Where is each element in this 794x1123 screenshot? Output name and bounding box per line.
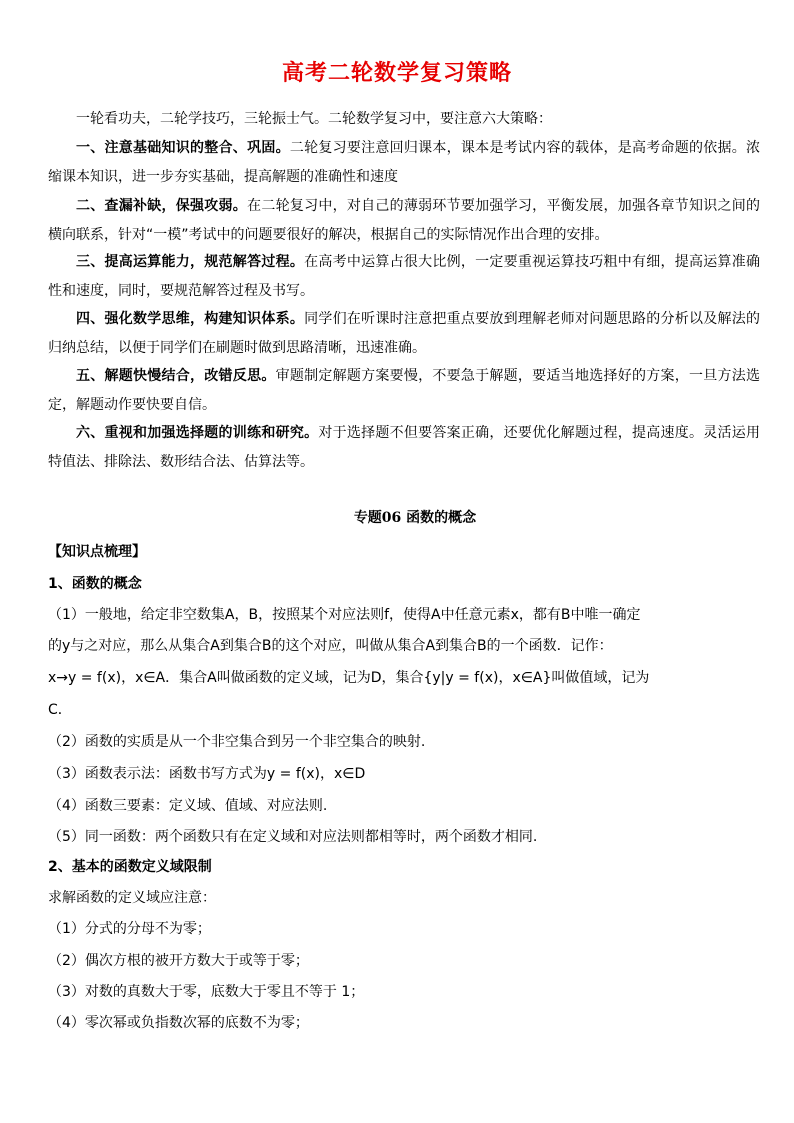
strategy-5: [48, 362, 760, 420]
section-1-heading: 1、函数的概念: [48, 576, 142, 592]
strategy-6: [48, 419, 760, 477]
strategy-body: 对于选择题不但要答案正确，还要优化解题过程，提高速度。灵活运用特值法、排除法、数形结合法、估算法等。: [48, 425, 761, 470]
strategy-heading: 六、重视和加强选择题的训练和研究。: [76, 425, 319, 441]
strategy-heading: 一、注意基础知识的整合、巩固。: [76, 140, 290, 156]
section-2-heading: 2、基本的函数定义域限制: [48, 859, 212, 875]
concept-line-1: （1）一般地，给定非空数集A，B，按照某个对应法则f，使得A中任意元素x，都有B中唯一确定: [48, 607, 641, 623]
page-title: 高考二轮数学复习策略: [281, 61, 512, 86]
strategy-1: [48, 134, 760, 192]
concept-line-3: x→y = f(x)，x∈A．集合A叫做函数的定义域，记为D，集合{y|y = f(x)，x∈A}叫做值域，记为: [48, 670, 650, 686]
strategy-heading: 二、查漏补缺，保强攻弱。: [76, 198, 248, 214]
concept-item-2: （2）函数的实质是从一个非空集合到另一个非空集合的映射.: [48, 734, 426, 750]
strategy-body: 二轮复习要注意回归课本，课本是考试内容的载体，是高考命题的依据。浓缩课本知识，进一步夯实基础，提高解题的准确性和速度: [48, 140, 761, 185]
intro-paragraph: 一轮看功夫，二轮学技巧，三轮振士气。二轮数学复习中，要注意六大策略：: [76, 111, 552, 127]
domain-rule-4: （4）零次幂或负指数次幂的底数不为零；: [48, 1015, 309, 1031]
strategy-body: 在高考中运算占很大比例，一定要重视运算技巧粗中有细，提高运算准确性和速度，同时，要规范解答过程及书写。: [48, 254, 761, 299]
topic-title: 专题06 函数的概念: [353, 510, 477, 526]
strategy-3: [48, 248, 760, 306]
strategy-4: [48, 305, 760, 363]
concept-line-2: 的y与之对应，那么从集合A到集合B的这个对应，叫做从集合A到集合B的一个函数．记作：: [48, 638, 613, 654]
strategy-heading: 三、提高运算能力，规范解答过程。: [76, 254, 305, 270]
domain-intro: 求解函数的定义域应注意：: [48, 890, 216, 906]
strategy-2: [48, 192, 760, 250]
domain-rule-1: （1）分式的分母不为零；: [48, 921, 211, 937]
strategy-body: 审题制定解题方案要慢，不要急于解题，要适当地选择好的方案，一旦方法选定，解题动作要快要自信。: [48, 368, 761, 413]
concept-item-5: （5）同一函数：两个函数只有在定义域和对应法则都相等时，两个函数才相同.: [48, 829, 538, 845]
concept-item-4: （4）函数三要素：定义域、值域、对应法则.: [48, 798, 328, 814]
domain-rule-3: （3）对数的真数大于零，底数大于零且不等于 1；: [48, 984, 365, 1000]
domain-rule-2: （2）偶次方根的被开方数大于或等于零；: [48, 953, 309, 969]
strategy-body: 在二轮复习中，对自己的薄弱环节要加强学习，平衡发展，加强各章节知识之间的横向联系，针对“一模”考试中的问题要很好的解决，根据自己的实际情况作出合理的安排。: [48, 198, 761, 243]
concept-line-4: C．: [48, 702, 72, 718]
strategy-heading: 四、强化数学思维，构建知识体系。: [76, 311, 305, 327]
strategy-body: 同学们在听课时注意把重点要放到理解老师对问题思路的分析以及解法的归纳总结，以便于同学们在刷题时做到思路清晰，迅速准确。: [48, 311, 761, 356]
strategy-heading: 五、解题快慢结合，改错反思。: [76, 368, 276, 384]
concept-item-3: （3）函数表示法：函数书写方式为y = f(x)，x∈D: [48, 766, 366, 782]
section-label: 【知识点梳理】: [48, 544, 146, 560]
